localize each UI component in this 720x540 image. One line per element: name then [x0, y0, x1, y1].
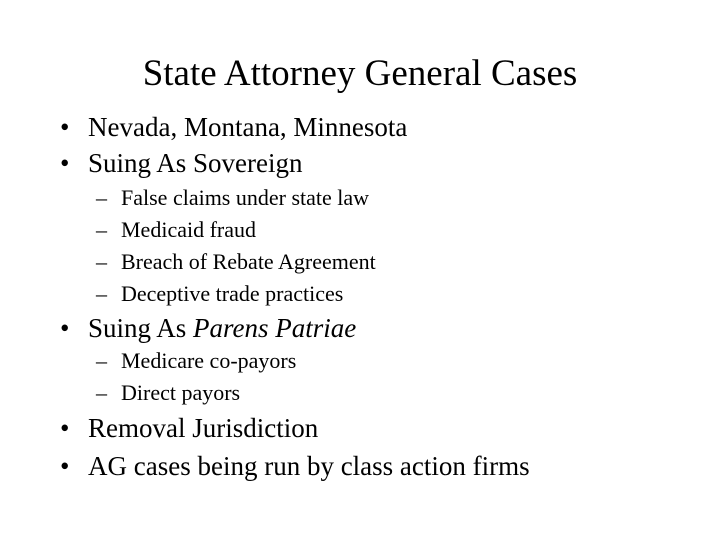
sub-item-text: Medicare co-payors: [121, 348, 297, 373]
sub-item-text: Direct payors: [121, 380, 241, 405]
dash-icon: –: [96, 217, 107, 242]
bullet-icon: •: [60, 313, 70, 343]
sub-item-text: Medicaid fraud: [121, 217, 256, 242]
bullet-text-italic: Parens Patriae: [193, 313, 357, 343]
bullet-text: Suing As Sovereign: [88, 148, 303, 178]
bullet-text: AG cases being run by class action firms: [88, 451, 530, 481]
dash-icon: –: [96, 185, 107, 210]
dash-icon: –: [96, 249, 107, 274]
sub-item-text: False claims under state law: [121, 185, 370, 210]
dash-icon: –: [96, 281, 107, 306]
slide-title: State Attorney General Cases: [142, 53, 578, 94]
bullet-icon: •: [60, 112, 70, 142]
sub-item-text: Deceptive trade practices: [121, 281, 344, 306]
bullet-text-prefix: Suing As: [88, 313, 194, 343]
bullet-icon: •: [60, 413, 70, 443]
sub-item-text: Breach of Rebate Agreement: [121, 249, 376, 274]
dash-icon: –: [96, 380, 107, 405]
bullet-text: Nevada, Montana, Minnesota: [88, 112, 408, 142]
bullet-icon: •: [60, 451, 70, 481]
bullet-icon: •: [60, 148, 70, 178]
bullet-text: Removal Jurisdiction: [88, 413, 319, 443]
dash-icon: –: [96, 348, 107, 373]
bullet-text: [88, 312, 356, 344]
